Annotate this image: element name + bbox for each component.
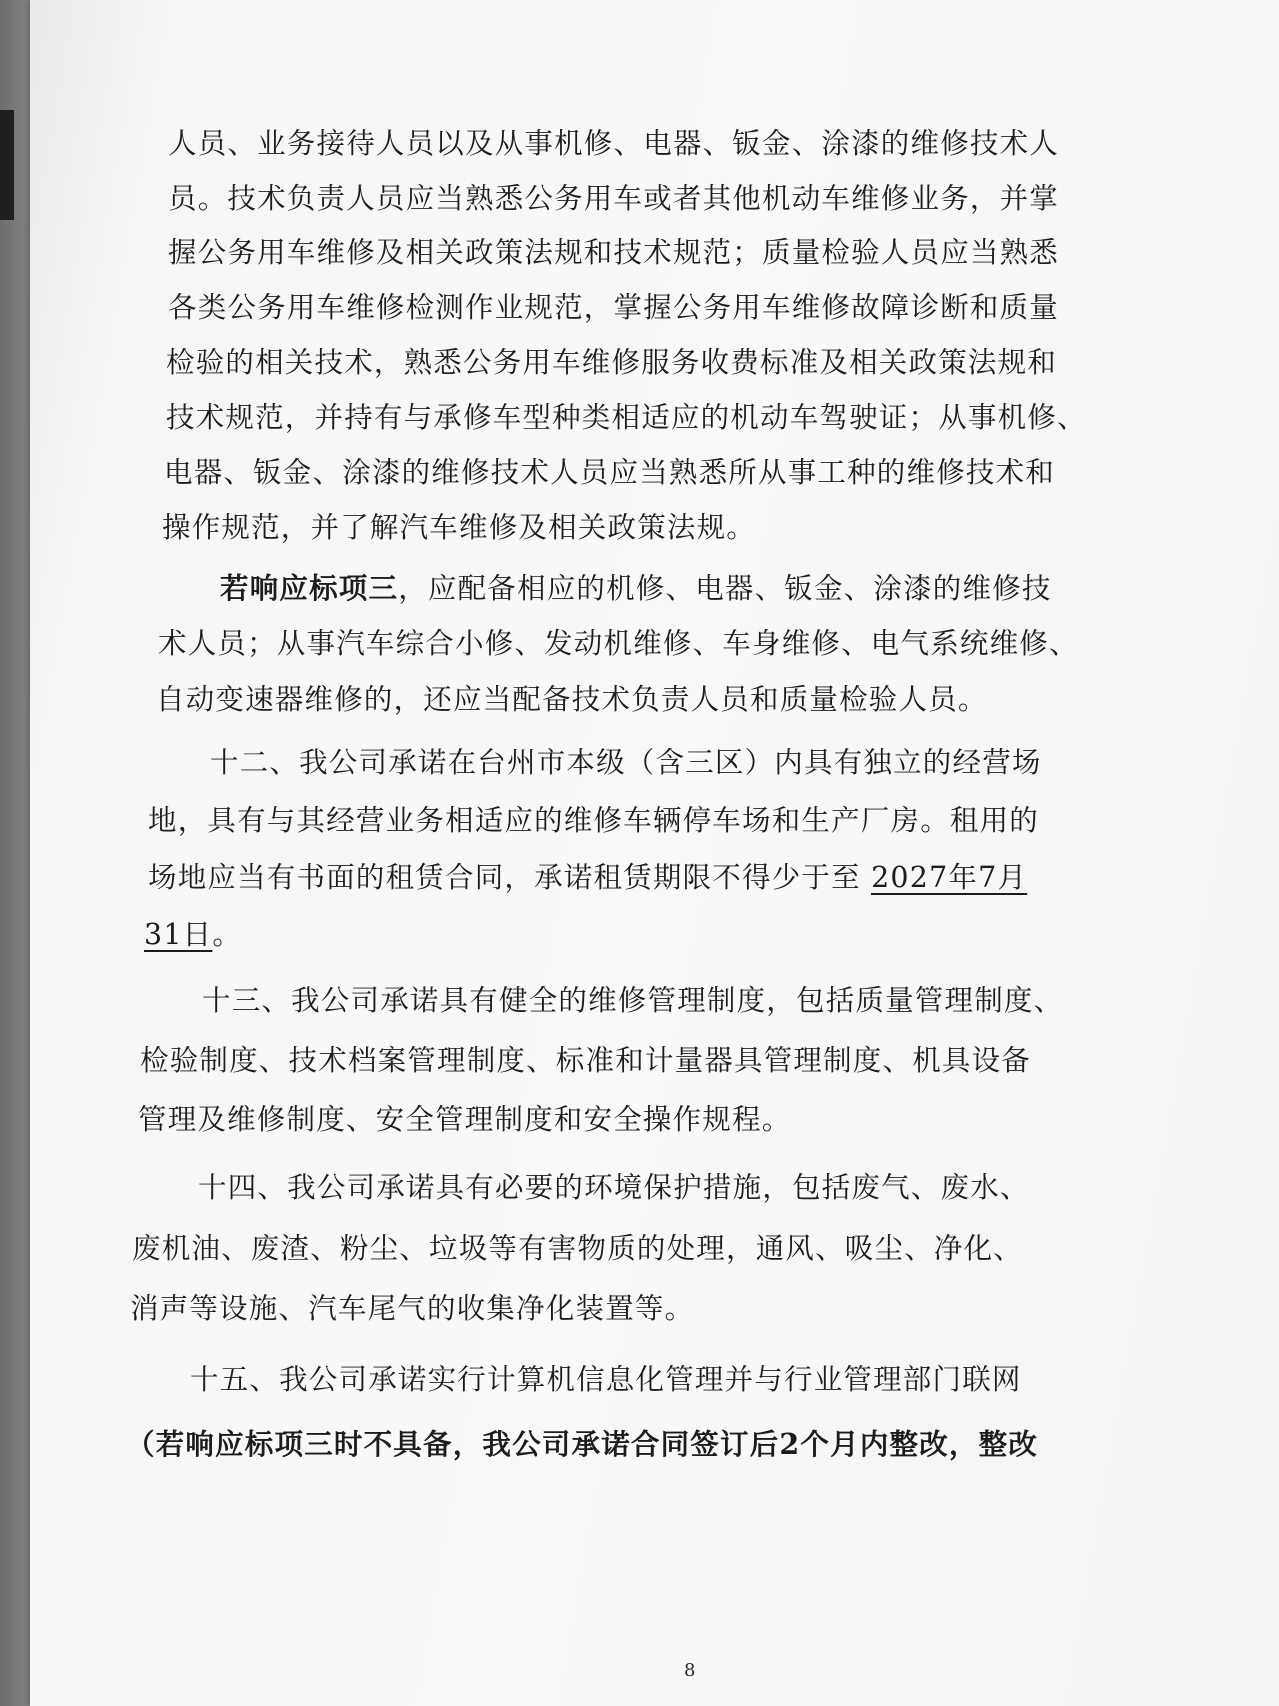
section-twelve-first-line: 十二、我公司承诺在台州市本级（含三区）内具有独立的经营场	[210, 746, 1042, 779]
underlined-date: 2027年7月	[871, 861, 1028, 894]
text-line: 电器、钣金、涂漆的维修技术人员应当熟悉所从事工种的维修技术和	[164, 456, 1056, 489]
text-line: 管理及维修制度、安全管理制度和安全操作规程。	[138, 1103, 792, 1136]
page-number: 8	[684, 1660, 696, 1681]
text-line: 操作规范，并了解汽车维修及相关政策法规。	[162, 511, 757, 544]
text-line: 废机油、废渣、粉尘、垃圾等有害物质的处理，通风、吸尘、净化、	[132, 1232, 1024, 1265]
text-line: 技术规范，并持有与承修车型种类相适应的机动车驾驶证；从事机修、	[166, 401, 1087, 434]
underlined-date: 31日	[144, 918, 213, 951]
text-line-mixed	[148, 860, 1027, 896]
text-line: 消声等设施、汽车尾气的收集净化装置等。	[130, 1292, 695, 1325]
text-line: 术人员；从事汽车综合小修、发动机维修、车身维修、电气系统维修、	[158, 627, 1079, 660]
photo-backdrop-dark-edge	[0, 110, 14, 220]
section-thirteen-first-line: 十三、我公司承诺具有健全的维修管理制度，包括质量管理制度、	[202, 984, 1064, 1017]
text-line: 握公务用车维修及相关政策法规和技术规范；质量检验人员应当熟悉	[168, 236, 1060, 269]
text-span: 。	[212, 918, 243, 951]
text-line: 检验的相关技术，熟悉公务用车维修服务收费标准及相关政策法规和	[166, 346, 1058, 379]
section-fifteen-first-line: 十五、我公司承诺实行计算机信息化管理并与行业管理部门联网	[190, 1363, 1022, 1396]
text-line-mixed	[220, 570, 1052, 607]
text-line-mixed	[144, 917, 242, 953]
text-line: 地，具有与其经营业务相适应的维修车辆停车场和生产厂房。租用的	[148, 804, 1040, 837]
text-line: 各类公务用车维修检测作业规范，掌握公务用车维修故障诊断和质量	[168, 291, 1060, 324]
section-fourteen-first-line: 十四、我公司承诺具有必要的环境保护措施，包括废气、废水、	[198, 1171, 1030, 1204]
text-line: 人员、业务接待人员以及从事机修、电器、钣金、涂漆的维修技术人	[168, 127, 1060, 160]
bold-phrase: 若响应标项三	[220, 571, 399, 605]
document-page	[30, 0, 1279, 1706]
text-line: 员。技术负责人员应当熟悉公务用车或者其他机动车维修业务，并掌	[168, 182, 1060, 215]
text-line-bold: （若响应标项三时不具备，我公司承诺合同签订后2个月内整改，整改	[126, 1427, 1039, 1461]
text-span: ，应配备相应的机修、电器、钣金、涂漆的维修技	[398, 572, 1052, 605]
text-line: 自动变速器维修的，还应当配备技术负责人员和质量检验人员。	[156, 683, 988, 716]
text-span: 场地应当有书面的租赁合同，承诺租赁期限不得少于至	[148, 861, 861, 894]
text-line: 检验制度、技术档案管理制度、标准和计量器具管理制度、机具设备	[140, 1044, 1032, 1077]
